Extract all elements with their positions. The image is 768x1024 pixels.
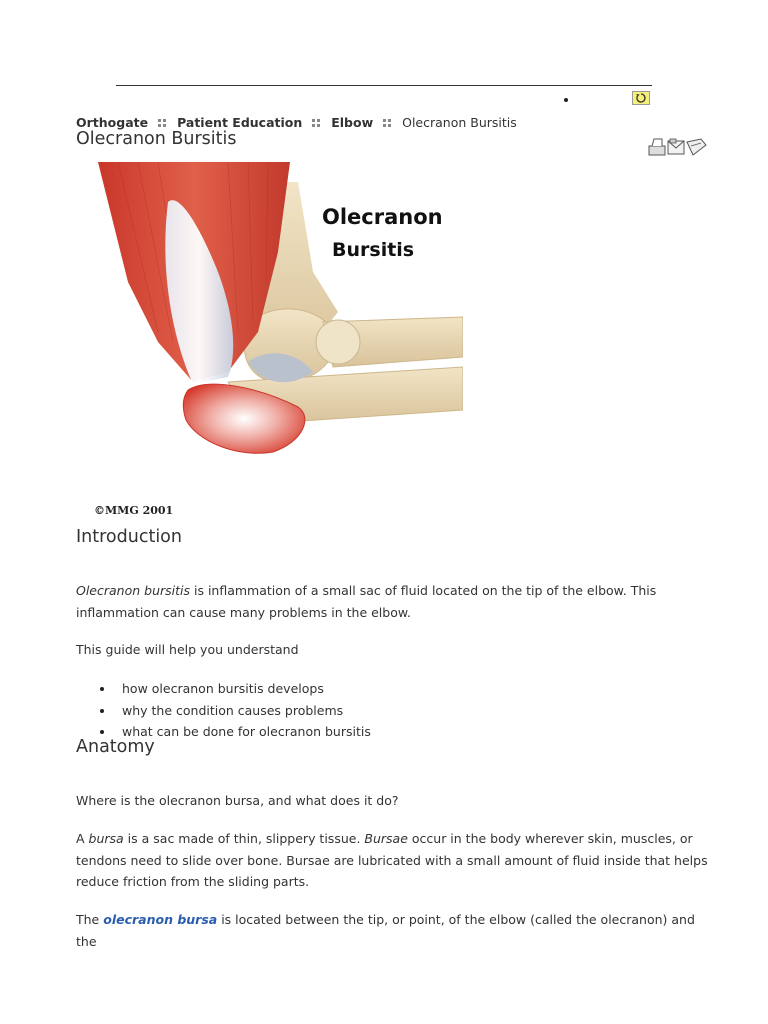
text-span: The	[76, 912, 104, 927]
intro-paragraph-1	[76, 580, 716, 623]
figure-title-line2: Bursitis	[332, 239, 415, 261]
elbow-illustration	[98, 162, 463, 462]
refresh-icon[interactable]	[632, 91, 650, 105]
intro-bullet-list	[100, 678, 371, 743]
print-icon[interactable]	[649, 139, 665, 155]
anatomy-paragraph-1	[76, 828, 716, 893]
page-title: Olecranon Bursitis	[76, 129, 237, 149]
section-heading-anatomy: Anatomy	[76, 737, 155, 757]
text-span: is located between the tip, or point, of the elbow (called the olecranon) and the	[76, 912, 695, 949]
term-bursa: bursa	[88, 831, 124, 846]
list-item: how olecranon bursitis develops	[100, 678, 371, 700]
intro-paragraph-1-text: is inflammation of a small sac of fluid located on the tip of the elbow. This inflammation can cause many problems in the elbow.	[76, 583, 657, 620]
top-divider	[116, 85, 652, 86]
breadcrumb-link-elbow[interactable]: Elbow	[331, 115, 374, 130]
breadcrumb	[76, 115, 517, 130]
anatomy-question: Where is the olecranon bursa, and what does it do?	[76, 793, 399, 808]
breadcrumb-current: Olecranon Bursitis	[402, 115, 517, 130]
list-item: what can be done for olecranon bursitis	[100, 721, 371, 743]
section-heading-introduction: Introduction	[76, 527, 182, 547]
figure-copyright: ©MMG 2001	[94, 504, 174, 517]
breadcrumb-link-patient-education[interactable]: Patient Education	[177, 115, 303, 130]
text-span: occur in the body wherever skin, muscles, or tendons need to slide over bone. Bursae are lubricated with a small amount of fluid inside that helps reduce friction from the sliding parts.	[76, 831, 708, 889]
email-icon[interactable]	[668, 139, 684, 154]
grid-dots-icon	[158, 118, 167, 127]
bookmark-icon[interactable]	[687, 139, 706, 155]
text-span: is a sac made of thin, slippery tissue.	[123, 831, 365, 846]
grid-dots-icon	[312, 118, 321, 127]
olecranon-bursa-link[interactable]: olecranon bursa	[103, 912, 218, 927]
list-item: why the condition causes problems	[100, 700, 371, 722]
grid-dots-icon	[383, 118, 392, 127]
anatomy-paragraph-2	[76, 909, 716, 952]
menu-bullet	[564, 98, 568, 102]
term-bursae: Bursae	[364, 831, 408, 846]
breadcrumb-link-orthogate[interactable]: Orthogate	[76, 115, 149, 130]
text-span: A	[76, 831, 89, 846]
term-olecranon-bursitis: Olecranon bursitis	[76, 583, 191, 598]
figure-title-line1: Olecranon	[322, 205, 443, 229]
page-tools	[646, 136, 708, 158]
intro-paragraph-2: This guide will help you understand	[76, 642, 299, 657]
